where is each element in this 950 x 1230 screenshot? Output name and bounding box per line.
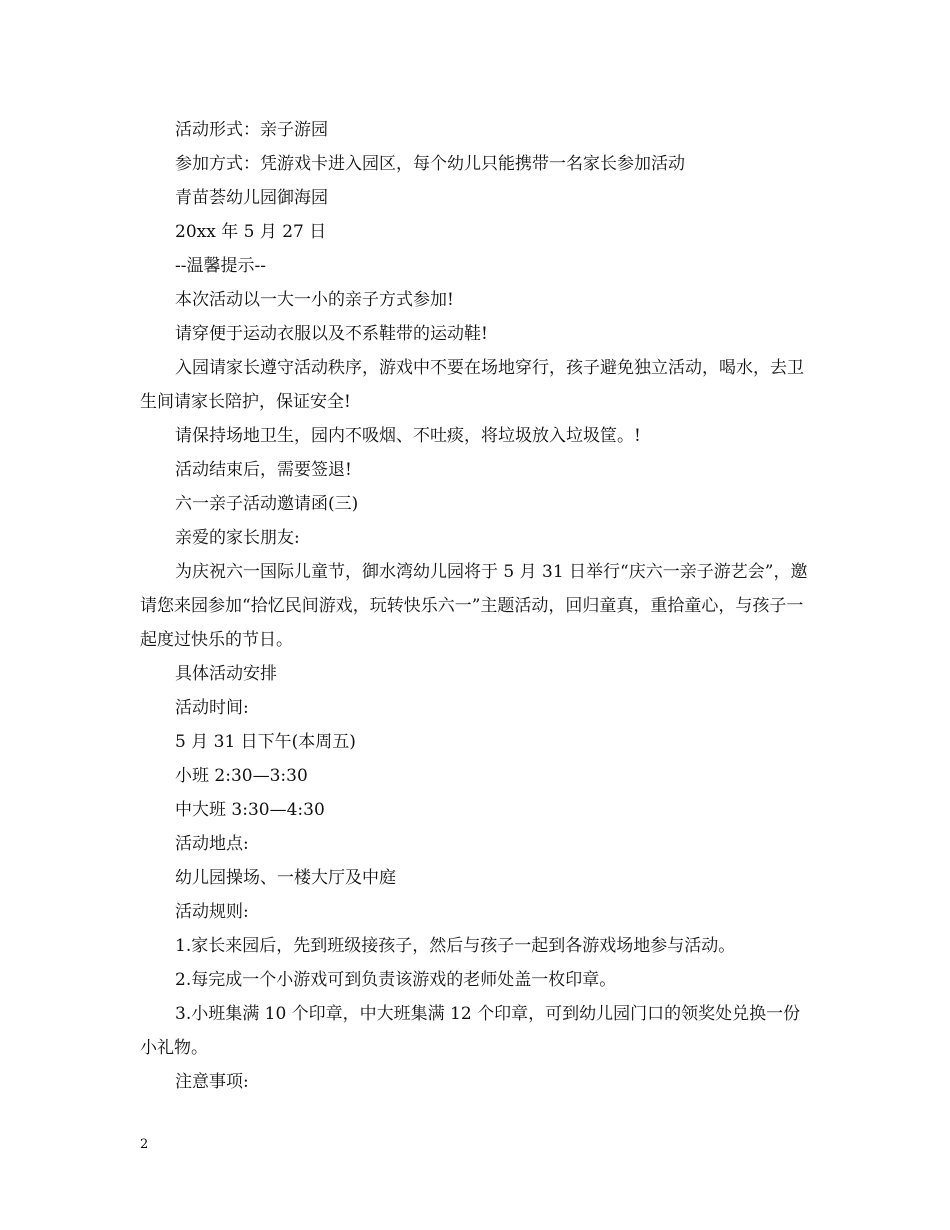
paragraph-location: 幼儿园操场、一楼大厅及中庭 bbox=[175, 868, 396, 888]
paragraph-tip-3: 入园请家长遵守活动秩序，游戏中不要在场地穿行，孩子避免独立活动，喝水，去卫生间请家长陪护，保证安全! bbox=[140, 358, 804, 412]
paragraph-tip-2: 请穿便于运动衣服以及不系鞋带的运动鞋! bbox=[175, 324, 488, 344]
paragraph-greeting: 亲爱的家长朋友: bbox=[175, 528, 300, 548]
paragraph-time-date: 5 月 31 日下午(本周五) bbox=[175, 732, 356, 752]
paragraph-time-middle-large-class: 中大班 3:30—4:30 bbox=[175, 800, 325, 820]
page-number: 2 bbox=[140, 1137, 149, 1152]
paragraph-tip-1: 本次活动以一大一小的亲子方式参加! bbox=[175, 290, 454, 310]
paragraph-schedule-heading: 具体活动安排 bbox=[175, 664, 277, 684]
paragraph-notes-label: 注意事项: bbox=[175, 1072, 249, 1092]
paragraph-rule-1: 1.家长来园后，先到班级接孩子，然后与孩子一起到各游戏场地参与活动。 bbox=[175, 936, 736, 956]
paragraph-date: 20xx 年 5 月 27 日 bbox=[175, 222, 327, 242]
paragraph-tips-heading: --温馨提示-- bbox=[175, 256, 266, 276]
paragraph-invitation-title: 六一亲子活动邀请函(三) bbox=[175, 494, 359, 514]
paragraph-tip-5: 活动结束后，需要签退! bbox=[175, 460, 352, 480]
document-body bbox=[140, 113, 816, 1099]
paragraph-participation-method: 参加方式：凭游戏卡进入园区，每个幼儿只能携带一名家长参加活动 bbox=[175, 154, 685, 174]
paragraph-invitation-body: 为庆祝六一国际儿童节，御水湾幼儿园将于 5 月 31 日举行“庆六一亲子游艺会”，邀请您来园参加“拾忆民间游戏，玩转快乐六一”主题活动，回归童真，重拾童心，与孩子一起度过快乐的节日。 bbox=[140, 562, 808, 650]
paragraph-rules-label: 活动规则: bbox=[175, 902, 249, 922]
paragraph-rule-3: 3.小班集满 10 个印章，中大班集满 12 个印章，可到幼儿园门口的领奖处兑换一份小礼物。 bbox=[140, 1004, 801, 1058]
paragraph-time-small-class: 小班 2:30—3:30 bbox=[175, 766, 308, 786]
paragraph-activity-form: 活动形式：亲子游园 bbox=[175, 120, 328, 140]
paragraph-rule-2: 2.每完成一个小游戏可到负责该游戏的老师处盖一枚印章。 bbox=[175, 970, 617, 990]
paragraph-kindergarten-name: 青苗荟幼儿园御海园 bbox=[175, 188, 328, 208]
paragraph-time-label: 活动时间: bbox=[175, 698, 249, 718]
paragraph-tip-4: 请保持场地卫生，园内不吸烟、不吐痰，将垃圾放入垃圾筐。! bbox=[175, 426, 641, 446]
paragraph-location-label: 活动地点: bbox=[175, 834, 249, 854]
